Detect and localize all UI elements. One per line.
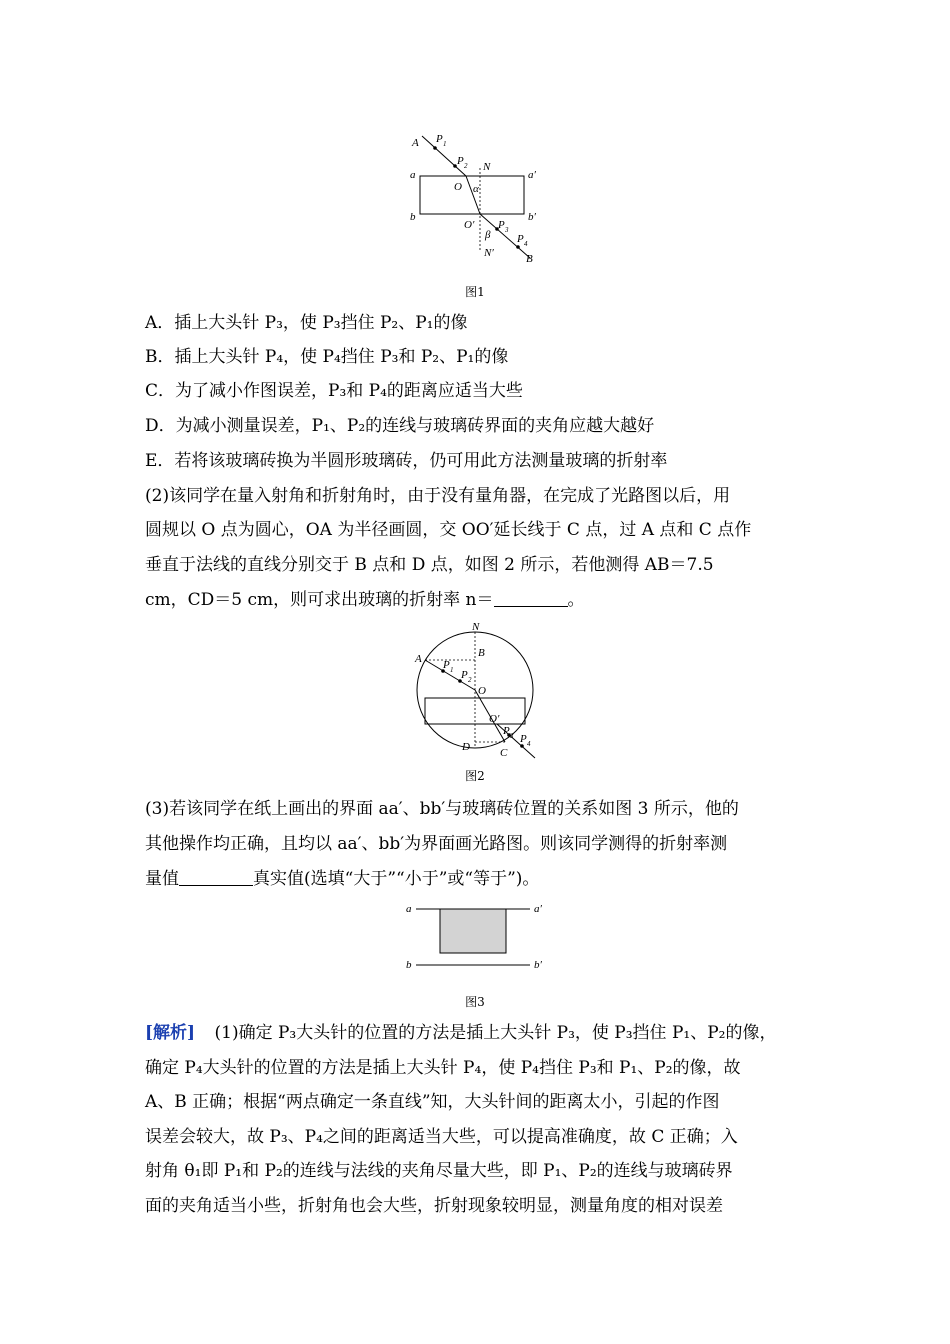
label-a: a xyxy=(410,169,416,181)
glass-block xyxy=(420,176,524,214)
refracted-ray xyxy=(466,176,480,214)
option-B: B．插上大头针 P₄，使 P₄挡住 P₃和 P₂、P₁的像 xyxy=(145,347,509,367)
label-O: O xyxy=(478,685,486,697)
q3-line-3-end: 真实值(选填“大于”“小于”或“等于”)。 xyxy=(253,869,540,889)
label-a-prime: a′ xyxy=(528,169,536,181)
label-beta: β xyxy=(485,229,491,241)
label-A: A xyxy=(415,653,422,665)
figure-1-caption: 图1 xyxy=(465,285,485,299)
answer-blank-n[interactable] xyxy=(494,590,568,607)
option-C: C．为了减小作图误差，P₃和 P₄的距离应适当大些 xyxy=(145,381,523,401)
label-N-prime: N′ xyxy=(484,247,494,259)
figure-2-caption: 图2 xyxy=(465,769,485,783)
label-O-prime: O′ xyxy=(489,713,500,725)
analysis-line-1 xyxy=(145,1022,776,1044)
label-a-prime: a′ xyxy=(534,903,542,915)
option-E: E．若将该玻璃砖换为半圆形玻璃砖，仍可用此方法测量玻璃的折射率 xyxy=(145,451,668,471)
label-D: D xyxy=(462,741,470,753)
option-D: D．为减小测量误差，P₁、P₂的连线与玻璃砖界面的夹角应越大越好 xyxy=(145,416,655,436)
label-P1-sub: 1 xyxy=(450,666,454,674)
label-P4-sub: 4 xyxy=(527,740,531,748)
label-P4: P xyxy=(517,233,524,245)
label-B: B xyxy=(526,253,533,265)
label-P3-sub: 3 xyxy=(505,226,509,234)
glass-block xyxy=(440,909,506,953)
q2-line-4 xyxy=(145,589,585,611)
analysis-line-2: 确定 P₄大头针的位置的方法是插上大头针 P₄，使 P₄挡住 P₃和 P₁、P₂的像，故 xyxy=(145,1058,741,1078)
label-N: N xyxy=(483,161,491,173)
label-a: a xyxy=(406,903,412,915)
q2-line-4-text: cm，CD＝5 cm，则可求出玻璃的折射率 n＝ xyxy=(145,590,494,610)
q2-line-2: 圆规以 O 点为圆心，OA 为半径画圆，交 OO′延长线于 C 点，过 A 点和 C 点作 xyxy=(145,520,752,540)
answer-blank-compare[interactable] xyxy=(179,869,253,886)
analysis-line-4: 误差会较大，故 P₃、P₄之间的距离适当大些，可以提高准确度，故 C 正确；入 xyxy=(145,1127,738,1147)
label-P2-sub: 2 xyxy=(464,162,468,170)
label-b: b xyxy=(410,211,416,223)
figure-2-diagram xyxy=(405,620,545,760)
label-P4: P xyxy=(520,733,527,745)
label-A: A xyxy=(412,137,419,149)
q3-line-2: 其他操作均正确，且均以 aa′、bb′为界面画光路图。则该同学测得的折射率测 xyxy=(145,834,728,854)
analysis-line-3: A、B 正确；根据“两点确定一条直线”知，大头针间的距离太小，引起的作图 xyxy=(145,1092,720,1112)
analysis-tag: [解析] xyxy=(145,1023,196,1043)
q2-line-4-end: 。 xyxy=(567,590,585,610)
label-P1: P xyxy=(436,133,443,145)
label-C: C xyxy=(500,747,508,759)
label-O: O xyxy=(454,181,462,193)
figure-3-caption: 图3 xyxy=(465,995,485,1009)
label-P3: P xyxy=(498,219,505,231)
label-b-prime: b′ xyxy=(528,211,536,223)
label-P4-sub: 4 xyxy=(524,240,528,248)
analysis-line-5: 射角 θ₁即 P₁和 P₂的连线与法线的夹角尽量大些，即 P₁、P₂的连线与玻璃砖界 xyxy=(145,1161,733,1181)
q2-line-3: 垂直于法线的直线分别交于 B 点和 D 点，如图 2 所示，若他测得 AB＝7.5 xyxy=(145,555,714,575)
figure-1-diagram xyxy=(400,128,560,268)
label-alpha: α xyxy=(473,183,479,195)
pin-p4 xyxy=(516,245,520,249)
label-N: N xyxy=(472,621,480,633)
label-P2-sub: 2 xyxy=(468,676,472,684)
analysis-line-1-text: (1)确定 P₃大头针的位置的方法是插上大头针 P₃，使 P₃挡住 P₁、P₂的像， xyxy=(214,1023,777,1043)
analysis-line-6: 面的夹角适当小些，折射角也会大些，折射现象较明显，测量角度的相对误差 xyxy=(145,1196,723,1216)
label-P2: P xyxy=(457,155,464,167)
label-O-prime: O′ xyxy=(464,219,475,231)
label-b-prime: b′ xyxy=(534,959,542,971)
label-P3-sub: 3 xyxy=(510,732,514,740)
label-B: B xyxy=(478,647,485,659)
figure-3-diagram xyxy=(400,895,560,980)
label-P1-sub: 1 xyxy=(443,140,447,148)
label-P1: P xyxy=(443,659,450,671)
pin-p1 xyxy=(433,146,437,150)
q3-line-3 xyxy=(145,868,539,890)
q3-line-3-text: 量值 xyxy=(145,869,179,889)
q3-line-1: (3)若该同学在纸上画出的界面 aa′、bb′与玻璃砖位置的关系如图 3 所示，他的 xyxy=(145,799,739,819)
label-P3: P xyxy=(503,725,510,737)
label-P2: P xyxy=(461,669,468,681)
q2-line-1: (2)该同学在量入射角和折射角时，由于没有量角器，在完成了光路图以后，用 xyxy=(145,486,731,506)
label-b: b xyxy=(406,959,412,971)
option-A: A．插上大头针 P₃，使 P₃挡住 P₂、P₁的像 xyxy=(145,313,468,333)
